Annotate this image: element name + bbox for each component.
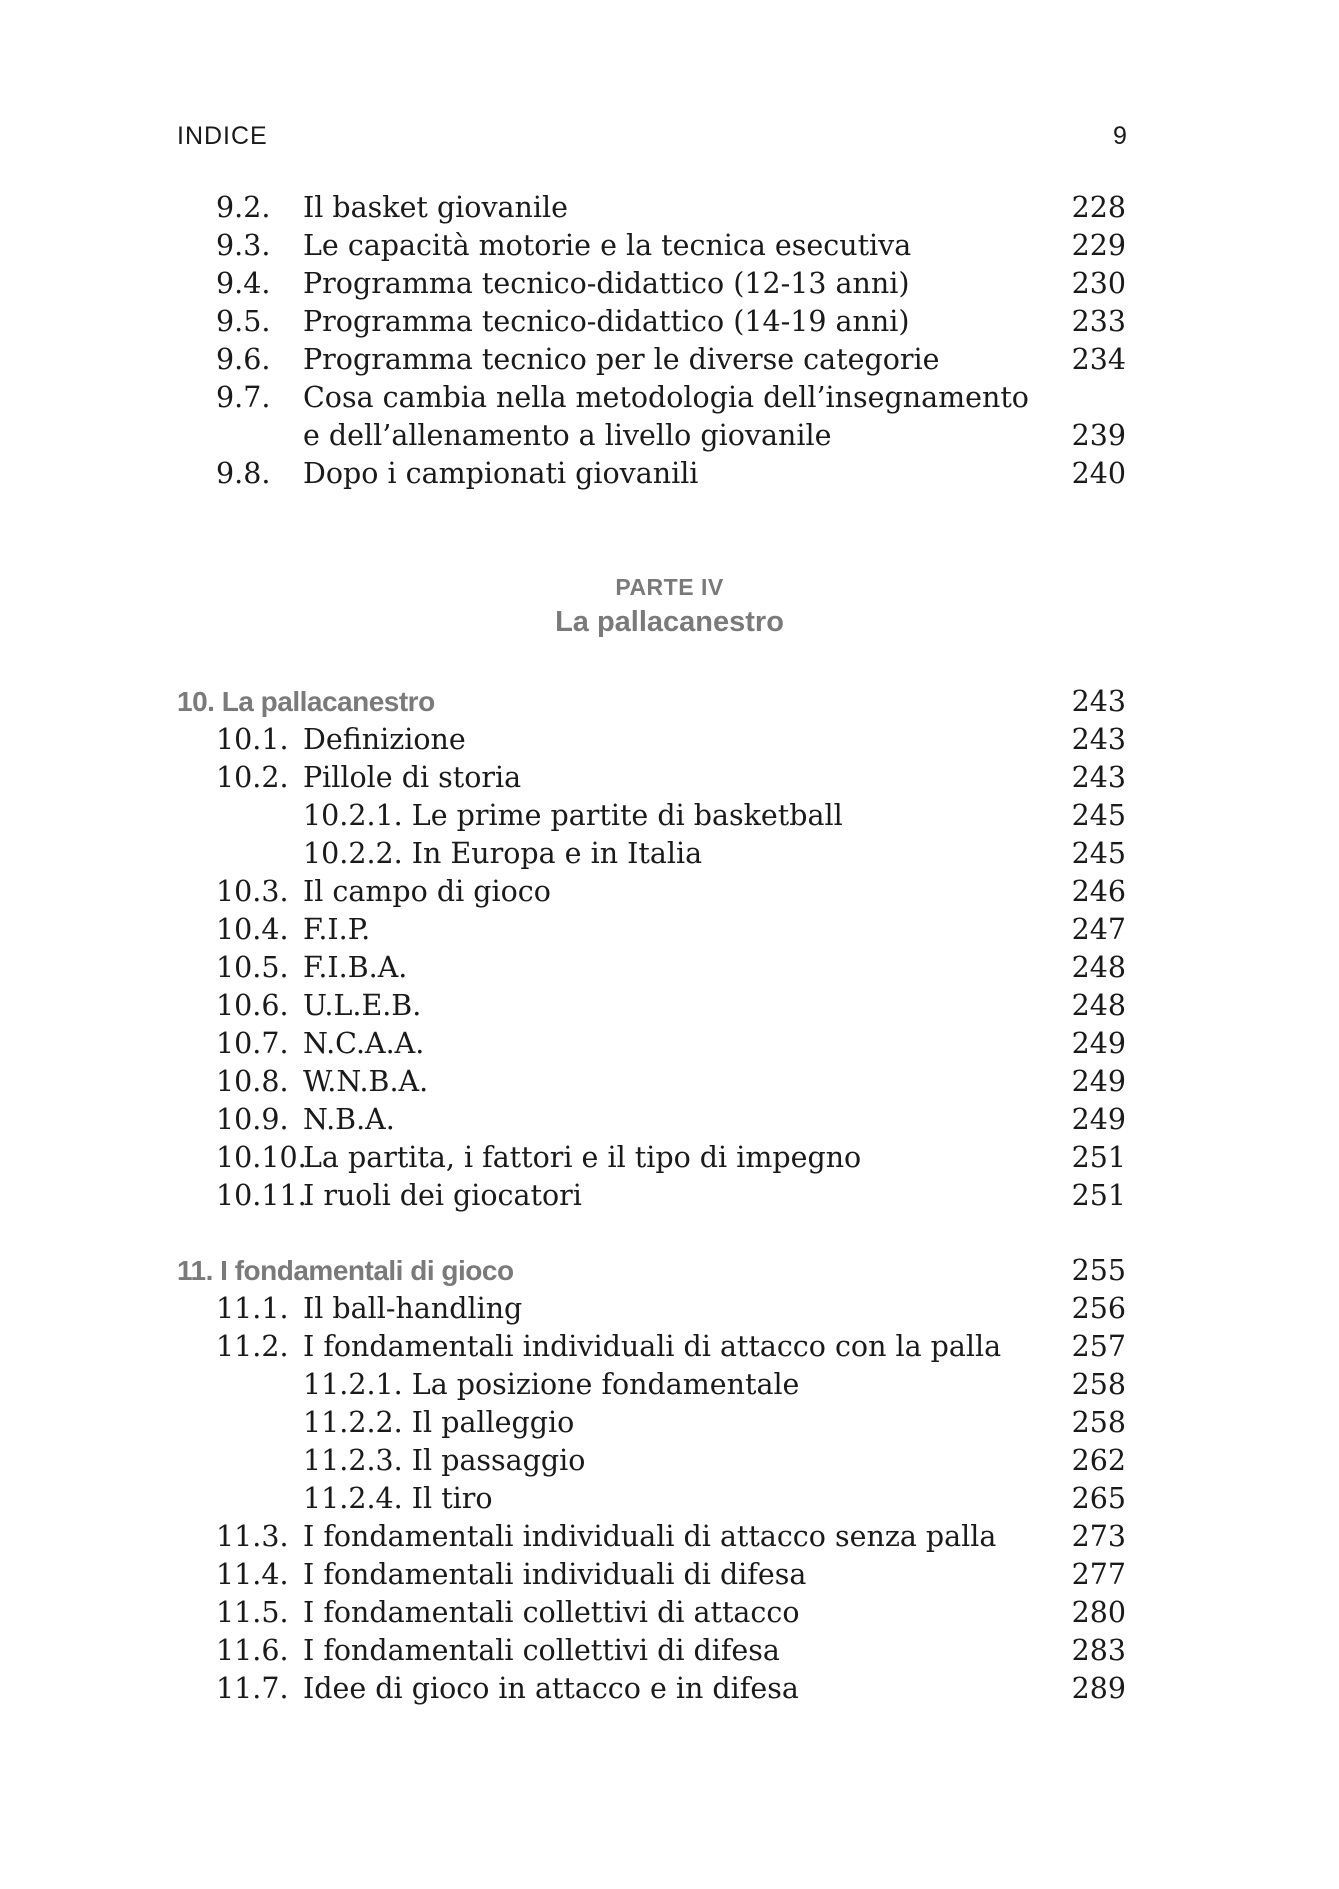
entry-title: Il basket giovanile [303, 191, 569, 224]
toc-subentry [0, 1404, 1339, 1442]
entry-number: 9.6. [216, 343, 271, 376]
entry-title: Cosa cambia nella metodologia dell’insegnamento [303, 381, 1029, 414]
subentry-title: 11.2.2. Il palleggio [303, 1406, 575, 1439]
chapter-title: 11. I fondamentali di gioco [177, 1255, 514, 1286]
entry-number: 9.4. [216, 267, 271, 300]
entry-title: Il campo di gioco [303, 875, 551, 908]
subentry-title: 11.2.3. Il passaggio [303, 1444, 586, 1477]
entry-page: 251 [1071, 1141, 1126, 1174]
entry-page: 249 [1071, 1065, 1126, 1098]
entry-page: 234 [1071, 343, 1126, 376]
entry-title: I fondamentali individuali di attacco con la palla [303, 1330, 1002, 1363]
entry-number: 9.2. [216, 191, 271, 224]
entry-title: Programma tecnico-didattico (12-13 anni) [303, 267, 910, 300]
entry-page: 246 [1071, 875, 1126, 908]
entry-page: 233 [1071, 305, 1126, 338]
entry-title: I ruoli dei giocatori [303, 1179, 582, 1212]
entry-title: I fondamentali individuali di difesa [303, 1558, 807, 1591]
entry-page: 245 [1071, 837, 1126, 870]
entry-page: 251 [1071, 1179, 1126, 1212]
entry-number: 11.7. [216, 1672, 289, 1705]
entry-number: 10.6. [216, 989, 289, 1022]
toc-entry [0, 873, 1339, 911]
toc-entry [0, 1518, 1339, 1556]
entry-page: 258 [1071, 1406, 1126, 1439]
entry-number: 10.8. [216, 1065, 289, 1098]
entry-number: 9.7. [216, 381, 271, 414]
toc-entry [0, 721, 1339, 759]
entry-title: N.C.A.A. [303, 1027, 425, 1060]
toc-subentry [0, 1366, 1339, 1404]
entry-page: 273 [1071, 1520, 1126, 1553]
entry-page: 289 [1071, 1672, 1126, 1705]
entry-title: I fondamentali collettivi di difesa [303, 1634, 780, 1667]
entry-title: F.I.B.A. [303, 951, 408, 984]
entry-page: 243 [1071, 761, 1126, 794]
toc-entry [0, 455, 1339, 493]
entry-title: N.B.A. [303, 1103, 395, 1136]
entry-number: 10.2. [216, 761, 289, 794]
chapter-heading [0, 683, 1339, 721]
toc-entry [0, 911, 1339, 949]
toc-entry [0, 1025, 1339, 1063]
toc-entry [0, 759, 1339, 797]
chapter-heading [0, 1252, 1339, 1290]
toc-entry [0, 417, 1339, 455]
chapter-page: 255 [1071, 1254, 1126, 1287]
entry-title: I fondamentali collettivi di attacco [303, 1596, 800, 1629]
entry-number: 9.5. [216, 305, 271, 338]
toc-entry [0, 987, 1339, 1025]
toc-entry [0, 1063, 1339, 1101]
part-title: La pallacanestro [555, 606, 784, 638]
toc-subentry [0, 1480, 1339, 1518]
entry-page: 257 [1071, 1330, 1126, 1363]
entry-number: 11.3. [216, 1520, 289, 1553]
toc-entry [0, 1177, 1339, 1215]
entry-number: 10.9. [216, 1103, 289, 1136]
entry-page: 247 [1071, 913, 1126, 946]
part-label: PARTE IV [615, 574, 724, 600]
entry-page: 228 [1071, 191, 1126, 224]
entry-number: 11.1. [216, 1292, 289, 1325]
entry-number: 11.2. [216, 1330, 289, 1363]
entry-number: 10.11. [216, 1179, 307, 1212]
toc-entry [0, 189, 1339, 227]
toc-subentry [0, 797, 1339, 835]
entry-title: W.N.B.A. [303, 1065, 429, 1098]
entry-number: 10.1. [216, 723, 289, 756]
toc-entry [0, 1139, 1339, 1177]
toc-entry [0, 303, 1339, 341]
entry-number: 9.8. [216, 457, 271, 490]
entry-page: 256 [1071, 1292, 1126, 1325]
toc-entry [0, 1290, 1339, 1328]
toc-entry [0, 1556, 1339, 1594]
toc-subentry [0, 835, 1339, 873]
entry-title: Idee di gioco in attacco e in difesa [303, 1672, 799, 1705]
entry-page: 262 [1071, 1444, 1126, 1477]
entry-page: 229 [1071, 229, 1126, 262]
entry-number: 11.4. [216, 1558, 289, 1591]
entry-page: 249 [1071, 1103, 1126, 1136]
toc-entry [0, 265, 1339, 303]
entry-title: Definizione [303, 723, 466, 756]
entry-number: 10.7. [216, 1027, 289, 1060]
entry-title: e dell’allenamento a livello giovanile [303, 419, 832, 452]
subentry-title: 10.2.1. Le prime partite di basketball [303, 799, 843, 832]
entry-title: Le capacità motorie e la tecnica esecutiva [303, 229, 912, 262]
page-number: 9 [1113, 122, 1127, 150]
entry-page: 243 [1071, 723, 1126, 756]
entry-page: 280 [1071, 1596, 1126, 1629]
entry-title: Programma tecnico-didattico (14-19 anni) [303, 305, 910, 338]
entry-title: Pillole di storia [303, 761, 522, 794]
entry-number: 11.6. [216, 1634, 289, 1667]
running-head-title: INDICE [177, 122, 268, 150]
entry-page: 239 [1071, 419, 1126, 452]
subentry-title: 11.2.1. La posizione fondamentale [303, 1368, 800, 1401]
entry-page: 248 [1071, 989, 1126, 1022]
entry-page: 240 [1071, 457, 1126, 490]
entry-number: 9.3. [216, 229, 271, 262]
entry-title: La partita, i fattori e il tipo di impegno [303, 1141, 862, 1174]
entry-number: 10.3. [216, 875, 289, 908]
toc-entry [0, 379, 1339, 417]
entry-title: Dopo i campionati giovanili [303, 457, 699, 490]
toc-entry [0, 1670, 1339, 1708]
entry-title: Programma tecnico per le diverse categorie [303, 343, 940, 376]
chapter-page: 243 [1071, 685, 1126, 718]
entry-number: 11.5. [216, 1596, 289, 1629]
subentry-title: 11.2.4. Il tiro [303, 1482, 493, 1515]
toc-entry [0, 949, 1339, 987]
entry-page: 283 [1071, 1634, 1126, 1667]
toc-entry [0, 227, 1339, 265]
entry-title: U.L.E.B. [303, 989, 422, 1022]
entry-page: 245 [1071, 799, 1126, 832]
entry-title: I fondamentali individuali di attacco senza palla [303, 1520, 997, 1553]
entry-page: 248 [1071, 951, 1126, 984]
entry-page: 258 [1071, 1368, 1126, 1401]
toc-entry [0, 1632, 1339, 1670]
toc-entry [0, 341, 1339, 379]
subentry-title: 10.2.2. In Europa e in Italia [303, 837, 703, 870]
entry-page: 277 [1071, 1558, 1126, 1591]
entry-number: 10.5. [216, 951, 289, 984]
toc-entry [0, 1594, 1339, 1632]
toc-entry [0, 1101, 1339, 1139]
toc-subentry [0, 1442, 1339, 1480]
entry-title: F.I.P. [303, 913, 371, 946]
entry-title: Il ball-handling [303, 1292, 523, 1325]
entry-page: 230 [1071, 267, 1126, 300]
entry-page: 249 [1071, 1027, 1126, 1060]
entry-number: 10.10. [216, 1141, 307, 1174]
entry-number: 10.4. [216, 913, 289, 946]
entry-page: 265 [1071, 1482, 1126, 1515]
chapter-title: 10. La pallacanestro [177, 686, 435, 717]
toc-entry [0, 1328, 1339, 1366]
